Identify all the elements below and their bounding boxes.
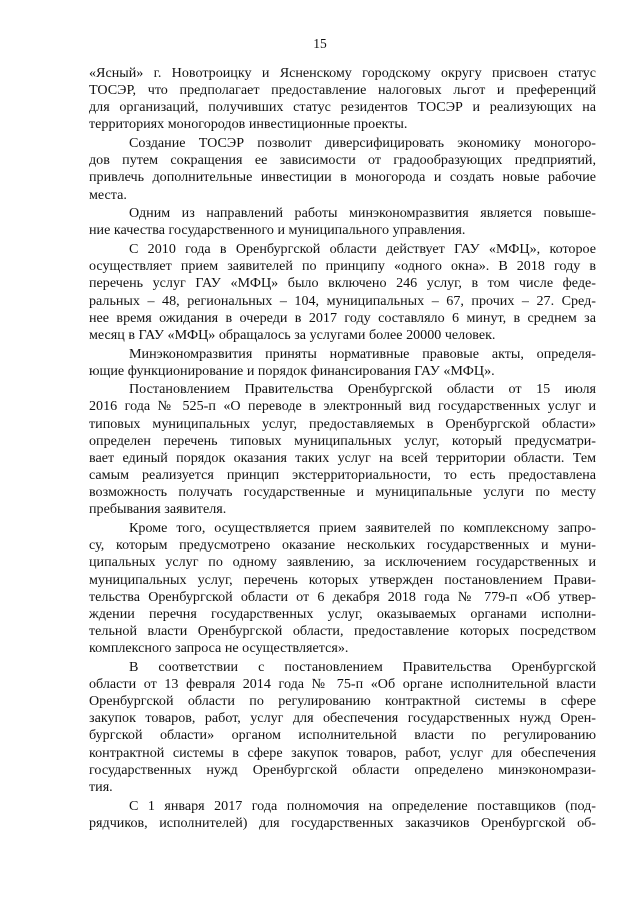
text-line: закупок товаров, работ, услуг для обеспечения государственных нужд Орен- — [89, 710, 596, 727]
text-line: тельной власти Оренбургской области, предоставление которых посредством — [89, 623, 596, 639]
text-line: ТОСЭР, что предполагает предоставление налоговых льгот и преференций — [89, 82, 596, 99]
text-line: контрактной системы в сфере закупок товаров, работ, услуг для обеспечения — [89, 744, 596, 761]
text-line: области от 13 февраля 2014 года № 75-п «Об органе исполнительной власти — [89, 675, 596, 692]
text-line: возможность получать государственные и муниципальные услуги по месту — [89, 484, 596, 501]
text-line: месяц в ГАУ «МФЦ» обращалось за услугами более 20000 человек. — [89, 326, 496, 343]
text-line: В соответствии с постановлением Правительства Оренбургской — [129, 658, 596, 675]
text-line: для организаций, получивших статус резидентов ТОСЭР и реализующих на — [89, 99, 596, 116]
paragraph — [89, 520, 596, 657]
text-line: привлечь дополнительные инвестиции в моногорода и создать новые рабочие — [89, 169, 596, 186]
text-line: нее время ожидания в очереди в 2017 году составляло 6 минут, в среднем за — [89, 309, 596, 326]
paragraph — [89, 65, 596, 134]
text-line: тия. — [89, 778, 113, 795]
text-line: государственных нужд Оренбургской области определено минэкономрази- — [89, 761, 596, 778]
text-line: осуществляет прием заявителей по принципу «одного окна». В 2018 году в — [89, 258, 596, 275]
text-line: Одним из направлений работы минэкономразвития является повыше- — [129, 205, 596, 222]
paragraph — [89, 241, 596, 344]
text-line: дов путем сокращения ее зависимости от градообразующих предприятий, — [89, 152, 596, 169]
text-line: пребывания заявителя. — [89, 501, 227, 518]
text-line: самым реализуется принцип экстерриториальности, то есть предоставлена — [89, 467, 596, 484]
text-line: типовых муниципальных услуг, предоставляемых в Оренбургской области» — [89, 415, 596, 432]
text-line: Постановлением Правительства Оренбургской области от 15 июля — [129, 381, 596, 398]
text-line: вает единый порядок оказания таких услуг на всей территории области. Тем — [89, 449, 596, 466]
text-line: Кроме того, осуществляется прием заявителей по комплексному запро- — [129, 520, 596, 537]
text-line: Минэкономразвития приняты нормативные правовые акты, определя- — [129, 345, 596, 362]
text-line: Создание ТОСЭР позволит диверсифицировать экономику моногоро- — [129, 135, 596, 152]
document-body — [89, 65, 596, 833]
paragraph — [89, 381, 596, 518]
text-line: перечень услуг ГАУ «МФЦ» было включено 246 услуг, в том числе феде- — [89, 275, 596, 292]
text-line: Оренбургской области по регулированию контрактной системы в сфере — [89, 693, 596, 710]
text-line: определен перечень типовых муниципальных услуг, который предусматри- — [89, 432, 596, 449]
text-line: ющие функционирование и порядок финансирования ГАУ «МФЦ». — [89, 362, 495, 379]
text-line: С 1 января 2017 года полномочия на определение поставщиков (под- — [129, 797, 596, 814]
text-line: бургской области» органом исполнительной власти по регулированию — [89, 727, 596, 744]
paragraph — [89, 205, 596, 239]
page-number: 15 — [313, 36, 327, 51]
text-line: С 2010 года в Оренбургской области действует ГАУ «МФЦ», которое — [129, 241, 596, 258]
text-line: ние качества государственного и муниципального управления. — [89, 222, 466, 239]
text-line: ждении перечня государственных услуг, оказываемых органами исполни- — [89, 605, 596, 622]
paragraph — [89, 798, 596, 832]
text-line: ципальных услуг по одному заявлению, за исключением государственных и — [89, 554, 596, 571]
text-line: муниципальных услуг, перечень которых утвержден постановлением Прави- — [89, 571, 596, 588]
text-line: тельства Оренбургской области от 6 декабря 2018 года № 779-п «Об утвер- — [89, 588, 596, 605]
text-line: территориях моногородов инвестиционные проекты. — [89, 116, 408, 133]
text-line: места. — [89, 186, 127, 203]
text-line: 2016 года № 525-п «О переводе в электронный вид государственных услуг и — [89, 398, 596, 415]
paragraph — [89, 346, 596, 380]
text-line: ральных – 48, региональных – 104, муниципальных – 67, прочих – 27. Сред- — [89, 292, 596, 309]
text-line: «Ясный» г. Новотроицку и Ясненскому городскому округу присвоен статус — [89, 65, 596, 81]
paragraph — [89, 135, 596, 204]
paragraph — [89, 659, 596, 796]
text-line: комплексного запроса не осуществляется». — [89, 640, 349, 657]
text-line: су, которым предусмотрено оказание нескольких государственных и муни- — [89, 537, 596, 554]
text-line: рядчиков, исполнителей) для государственных заказчиков Оренбургской об- — [89, 814, 596, 831]
